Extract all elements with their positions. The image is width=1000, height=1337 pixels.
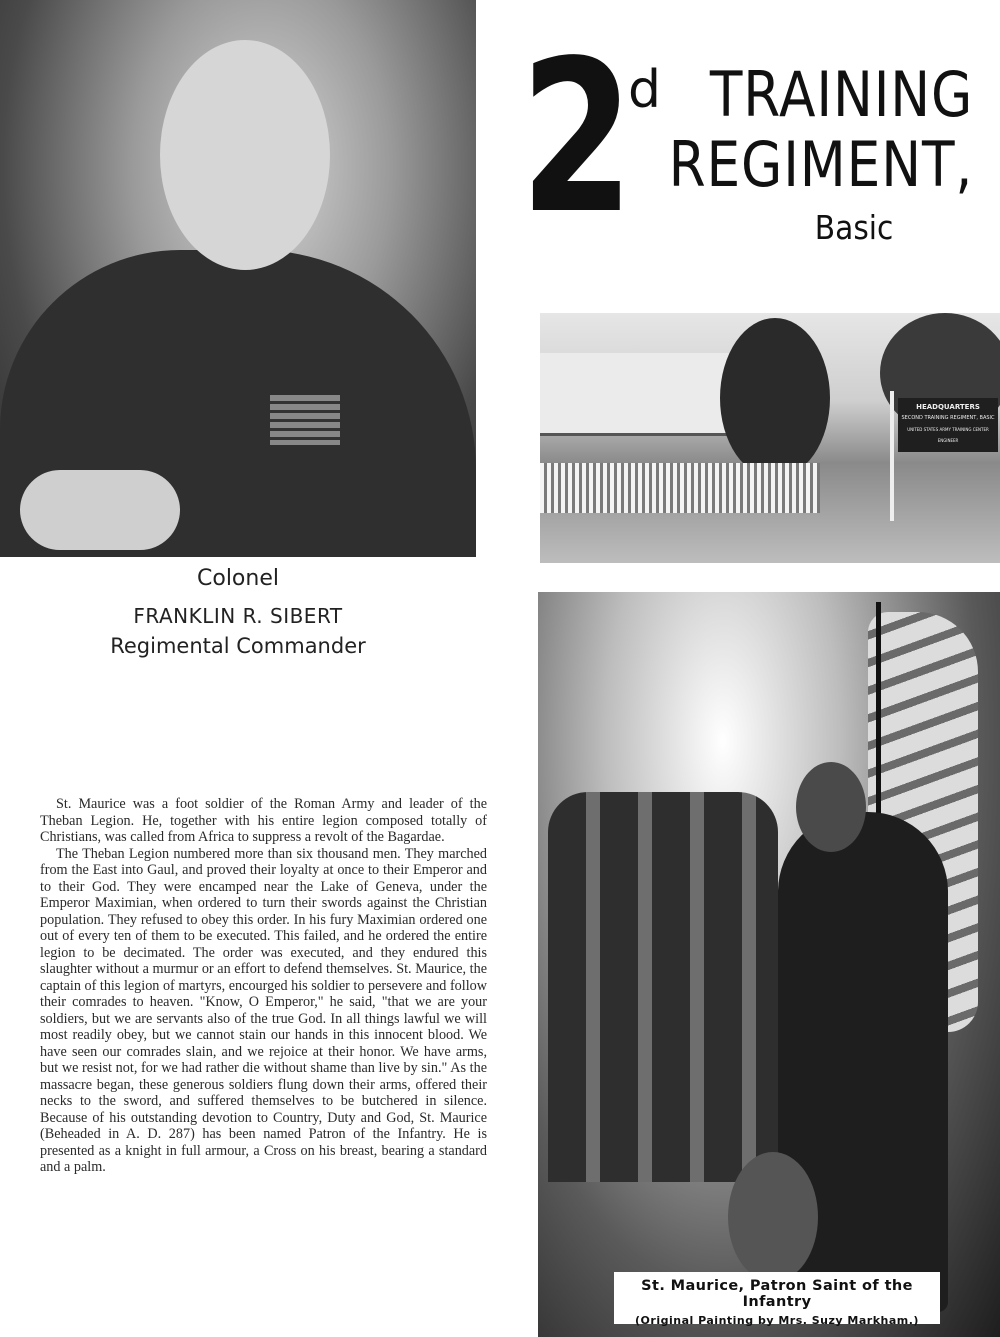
- title-basic: Basic: [814, 208, 893, 247]
- soldiers-group: [548, 792, 778, 1182]
- st-maurice-story: [40, 796, 487, 1176]
- tree-shape: [720, 318, 830, 478]
- headquarters-photo: [540, 313, 1000, 563]
- st-maurice-painting: [538, 592, 1000, 1337]
- sign-post: [890, 391, 894, 521]
- regiment-number: 2: [520, 15, 634, 260]
- caption-rank: Colonel: [197, 566, 279, 591]
- sign-line-2: SECOND TRAINING REGIMENT, BASIC: [901, 415, 995, 421]
- saint-head: [796, 762, 866, 852]
- head-shape: [160, 40, 330, 270]
- regiment-ordinal: d: [628, 60, 662, 120]
- sign-line-3: UNITED STATES ARMY TRAINING CENTER ENGINEER: [907, 427, 989, 443]
- painting-caption-title: St. Maurice, Patron Saint of the Infantry: [641, 1278, 913, 1310]
- headquarters-sign: [898, 398, 998, 452]
- flower-bed: [540, 463, 820, 513]
- caption-role: Regimental Commander: [110, 634, 366, 658]
- caption-name: FRANKLIN R. SIBERT: [133, 604, 343, 628]
- hands-shape: [20, 470, 180, 550]
- cross-shape: [728, 1152, 818, 1282]
- colonel-portrait-photo: [0, 0, 476, 557]
- story-paragraph-1: St. Maurice was a foot soldier of the Roman Army and leader of the Theban Legion. He, together with his entire legion composed totally of Christians, was called from Africa to suppress a revolt of the Bagardae.: [40, 796, 487, 845]
- title-training: TRAINING: [709, 58, 973, 131]
- ribbon-rack: [270, 395, 340, 445]
- barracks-building: [540, 353, 740, 436]
- sign-line-1: HEADQUARTERS: [916, 403, 980, 411]
- story-paragraph-2: The Theban Legion numbered more than six thousand men. They marched from the East into Gaul, and proved their loyalty at once to their Emperor and to their God. They were encamped near the Lake of Geneva, under the Emperor Maximian, when ordered to turn their swords against the Christian population. They refused to obey this order. In his fury Maximian ordered one out of every ten of them to be executed. This failed, and he ordered the entire legion to be decimated. The order was executed, and they endured this slaughter without a murmur or an effort to defend themselves. St. Maurice, the captain of this legion of martyrs, encourged his soldier to persevere and follow their comrades to heaven. "Know, O Emperor," he said, "that we are your soldiers, but we are servants also of the true God. In all things lawful we will most readily obey, but we cannot stain our hands in this innocent blood. We have seen our comrades slain, and we rejoice at their honor. We have arms, but we resist not, for we had rather die without shame than live by sin." As the massacre began, these generous soldiers flung down their arms, offered their necks to the sword, and suffered themselves to be butchered in silence. Because of his outstanding devotion to Country, Duty and God, St. Maurice (Beheaded in A. D. 287) has been named Patron of the Infantry. He is presented as a knight in full armour, a Cross on his breast, bearing a standard and a palm.: [40, 845, 487, 1175]
- painting-caption: [614, 1272, 940, 1327]
- painting-caption-credit: (Original Painting by Mrs. Suzy Markham.): [635, 1314, 919, 1327]
- title-regiment: REGIMENT,: [668, 128, 973, 201]
